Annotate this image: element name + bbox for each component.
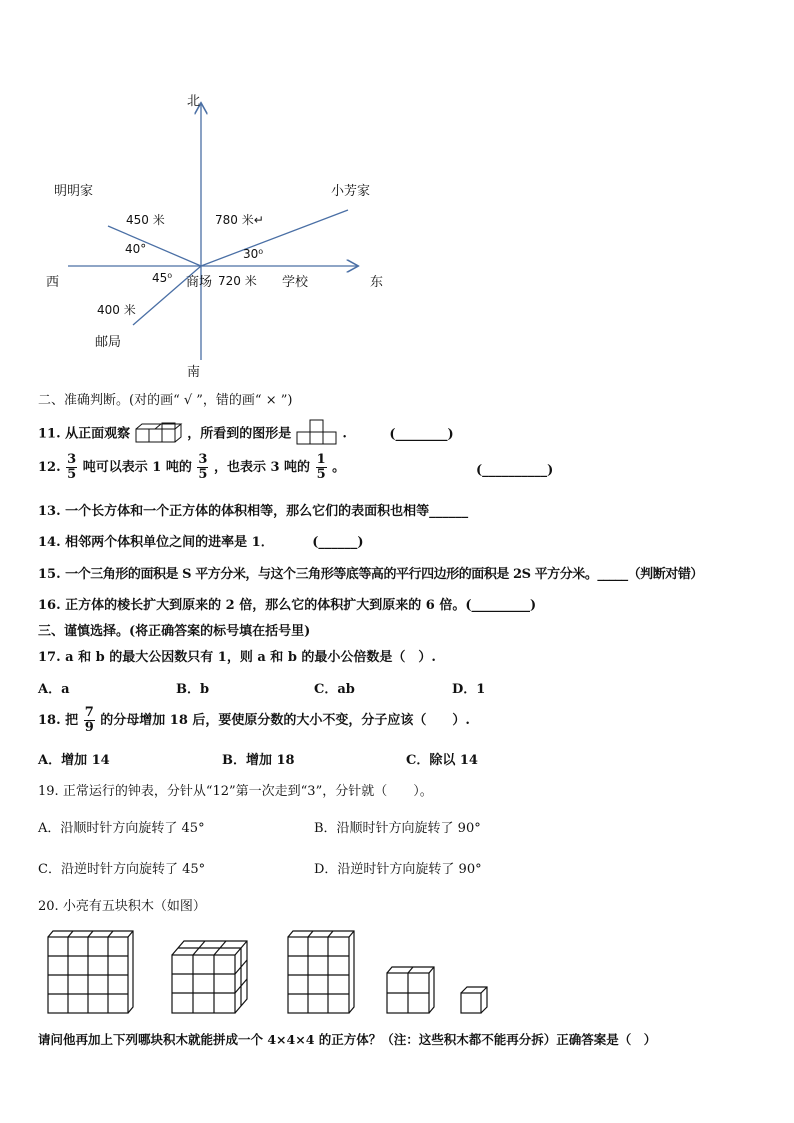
map-dist-400: 400 米 (97, 303, 136, 317)
answer-blank[interactable]: (________) (389, 426, 454, 442)
question-text: ，也表示 3 吨的 (213, 460, 311, 475)
question-text: 。 (332, 460, 346, 475)
question-text: 小亮有五块积木（如图） (62, 899, 206, 914)
question-text: 一个三角形的面积是 S 平方分米，与这个三角形等底等高的平行四边形的面积是 2S 平方分米。_____（判断对错） (65, 567, 703, 582)
question-18 (38, 706, 470, 735)
map-angle-45: 45⁰ (152, 271, 173, 285)
fraction-denominator: 9 (84, 720, 94, 735)
option-a[interactable]: A．增加 14 (38, 753, 110, 768)
map-angle-40: 40° (125, 242, 147, 256)
question-text: 把 (65, 713, 79, 728)
question-number: 11. (38, 426, 61, 442)
question-text: . (342, 426, 347, 442)
fraction (66, 453, 77, 482)
question-number: 16. (38, 598, 61, 613)
block-4 (387, 967, 434, 1013)
question-text: 一个长方体和一个正方体的体积相等，那么它们的表面积也相等______ (65, 504, 469, 519)
question-number: 19. (38, 784, 59, 799)
option-d[interactable]: D．1 (452, 682, 486, 697)
option-a[interactable]: A．沿顺时针方向旋转了 45° (38, 821, 205, 836)
question-15 (38, 563, 703, 582)
block-5 (461, 987, 487, 1013)
block-2 (172, 941, 247, 1013)
map-xiaofang-home: 小芳家 (331, 184, 371, 199)
question-text: 相邻两个体积单位之间的进率是 1． (65, 535, 274, 550)
question-17 (38, 646, 436, 665)
question-20 (38, 895, 206, 914)
question-14 (38, 531, 364, 550)
fraction-denominator: 5 (198, 467, 208, 482)
option-b[interactable]: B．沿顺时针方向旋转了 90° (314, 821, 481, 836)
question-12 (38, 453, 345, 482)
map-dist-450: 450 米 (126, 213, 165, 227)
question-number: 18. (38, 713, 61, 728)
option-b[interactable]: B．b (176, 682, 210, 697)
map-mingming-home: 明明家 (54, 184, 94, 199)
fraction-numerator: 3 (67, 452, 77, 467)
question-text: 从正面观察 (65, 426, 131, 442)
section-2-title: 二、准确判断。(对的画“ √ ”，错的画“ × ”) (38, 393, 293, 408)
question-text: a 和 b 的最大公因数只有 1，则 a 和 b 的最小公倍数是（ ）. (65, 650, 436, 665)
question-number: 13. (38, 504, 61, 519)
question-text: 正方体的棱长扩大到原来的 2 倍，那么它的体积扩大到原来的 6 倍。(_________) (65, 598, 537, 613)
option-c[interactable]: C．除以 14 (406, 753, 478, 768)
fraction-denominator: 5 (67, 467, 77, 482)
fraction-numerator: 1 (316, 452, 326, 467)
map-west-label: 西 (46, 275, 60, 290)
fraction (197, 453, 208, 482)
fraction (316, 453, 327, 482)
question-11 (38, 421, 454, 447)
map-angle-30: 30⁰ (243, 247, 264, 261)
question-19 (38, 780, 433, 799)
front-view-figure (296, 421, 338, 447)
answer-blank[interactable]: (______) (312, 535, 364, 550)
map-north-label: 北 (187, 94, 201, 109)
question-text: 吨可以表示 1 吨的 (82, 460, 192, 475)
fraction-numerator: 7 (84, 705, 94, 720)
option-c[interactable]: C．ab (314, 682, 355, 697)
map-east-label: 东 (370, 275, 384, 290)
map-school: 学校 (282, 275, 309, 290)
question-number: 15. (38, 567, 61, 582)
question-16 (38, 594, 536, 613)
fraction (84, 706, 95, 735)
map-south-label: 南 (187, 365, 201, 380)
map-post-office: 邮局 (95, 335, 122, 350)
question-number: 20. (38, 899, 59, 914)
option-c[interactable]: C．沿逆时针方向旋转了 45° (38, 862, 206, 877)
question-13 (38, 500, 468, 519)
option-b[interactable]: B．增加 18 (222, 753, 295, 768)
question-number: 14. (38, 535, 61, 550)
map-mall: 商场 (186, 275, 213, 290)
map-dist-780: 780 米↵ (215, 213, 264, 227)
question-number: 12. (38, 460, 61, 475)
section-3-title: 三、谨慎选择。(将正确答案的标号填在括号里) (38, 624, 311, 639)
question-text: 正常运行的钟表，分针从“12”第一次走到“3”，分针就（ ）。 (62, 784, 433, 799)
block-1 (48, 931, 133, 1013)
question-20-prompt: 请问他再加上下列哪块积木就能拼成一个 4×4×4 的正方体？（注：这些积木都不能再分拆）正确答案是（ ） (38, 1032, 657, 1047)
block-3 (288, 931, 354, 1013)
question-12-answer-blank[interactable]: (__________) (476, 463, 554, 478)
blocks-figure (0, 925, 794, 1025)
map-dist-720: 720 米 (218, 274, 257, 288)
option-d[interactable]: D．沿逆时针方向旋转了 90° (314, 862, 482, 877)
option-a[interactable]: A．a (38, 682, 70, 697)
blocks-3d-figure (135, 424, 183, 444)
question-text: ，所看到的图形是 (187, 426, 292, 442)
fraction-denominator: 5 (316, 467, 326, 482)
line-to-mingming (108, 226, 201, 266)
fraction-numerator: 3 (198, 452, 208, 467)
question-text: 的分母增加 18 后，要使原分数的大小不变，分子应该（ ）. (100, 713, 470, 728)
question-number: 17. (38, 650, 61, 665)
